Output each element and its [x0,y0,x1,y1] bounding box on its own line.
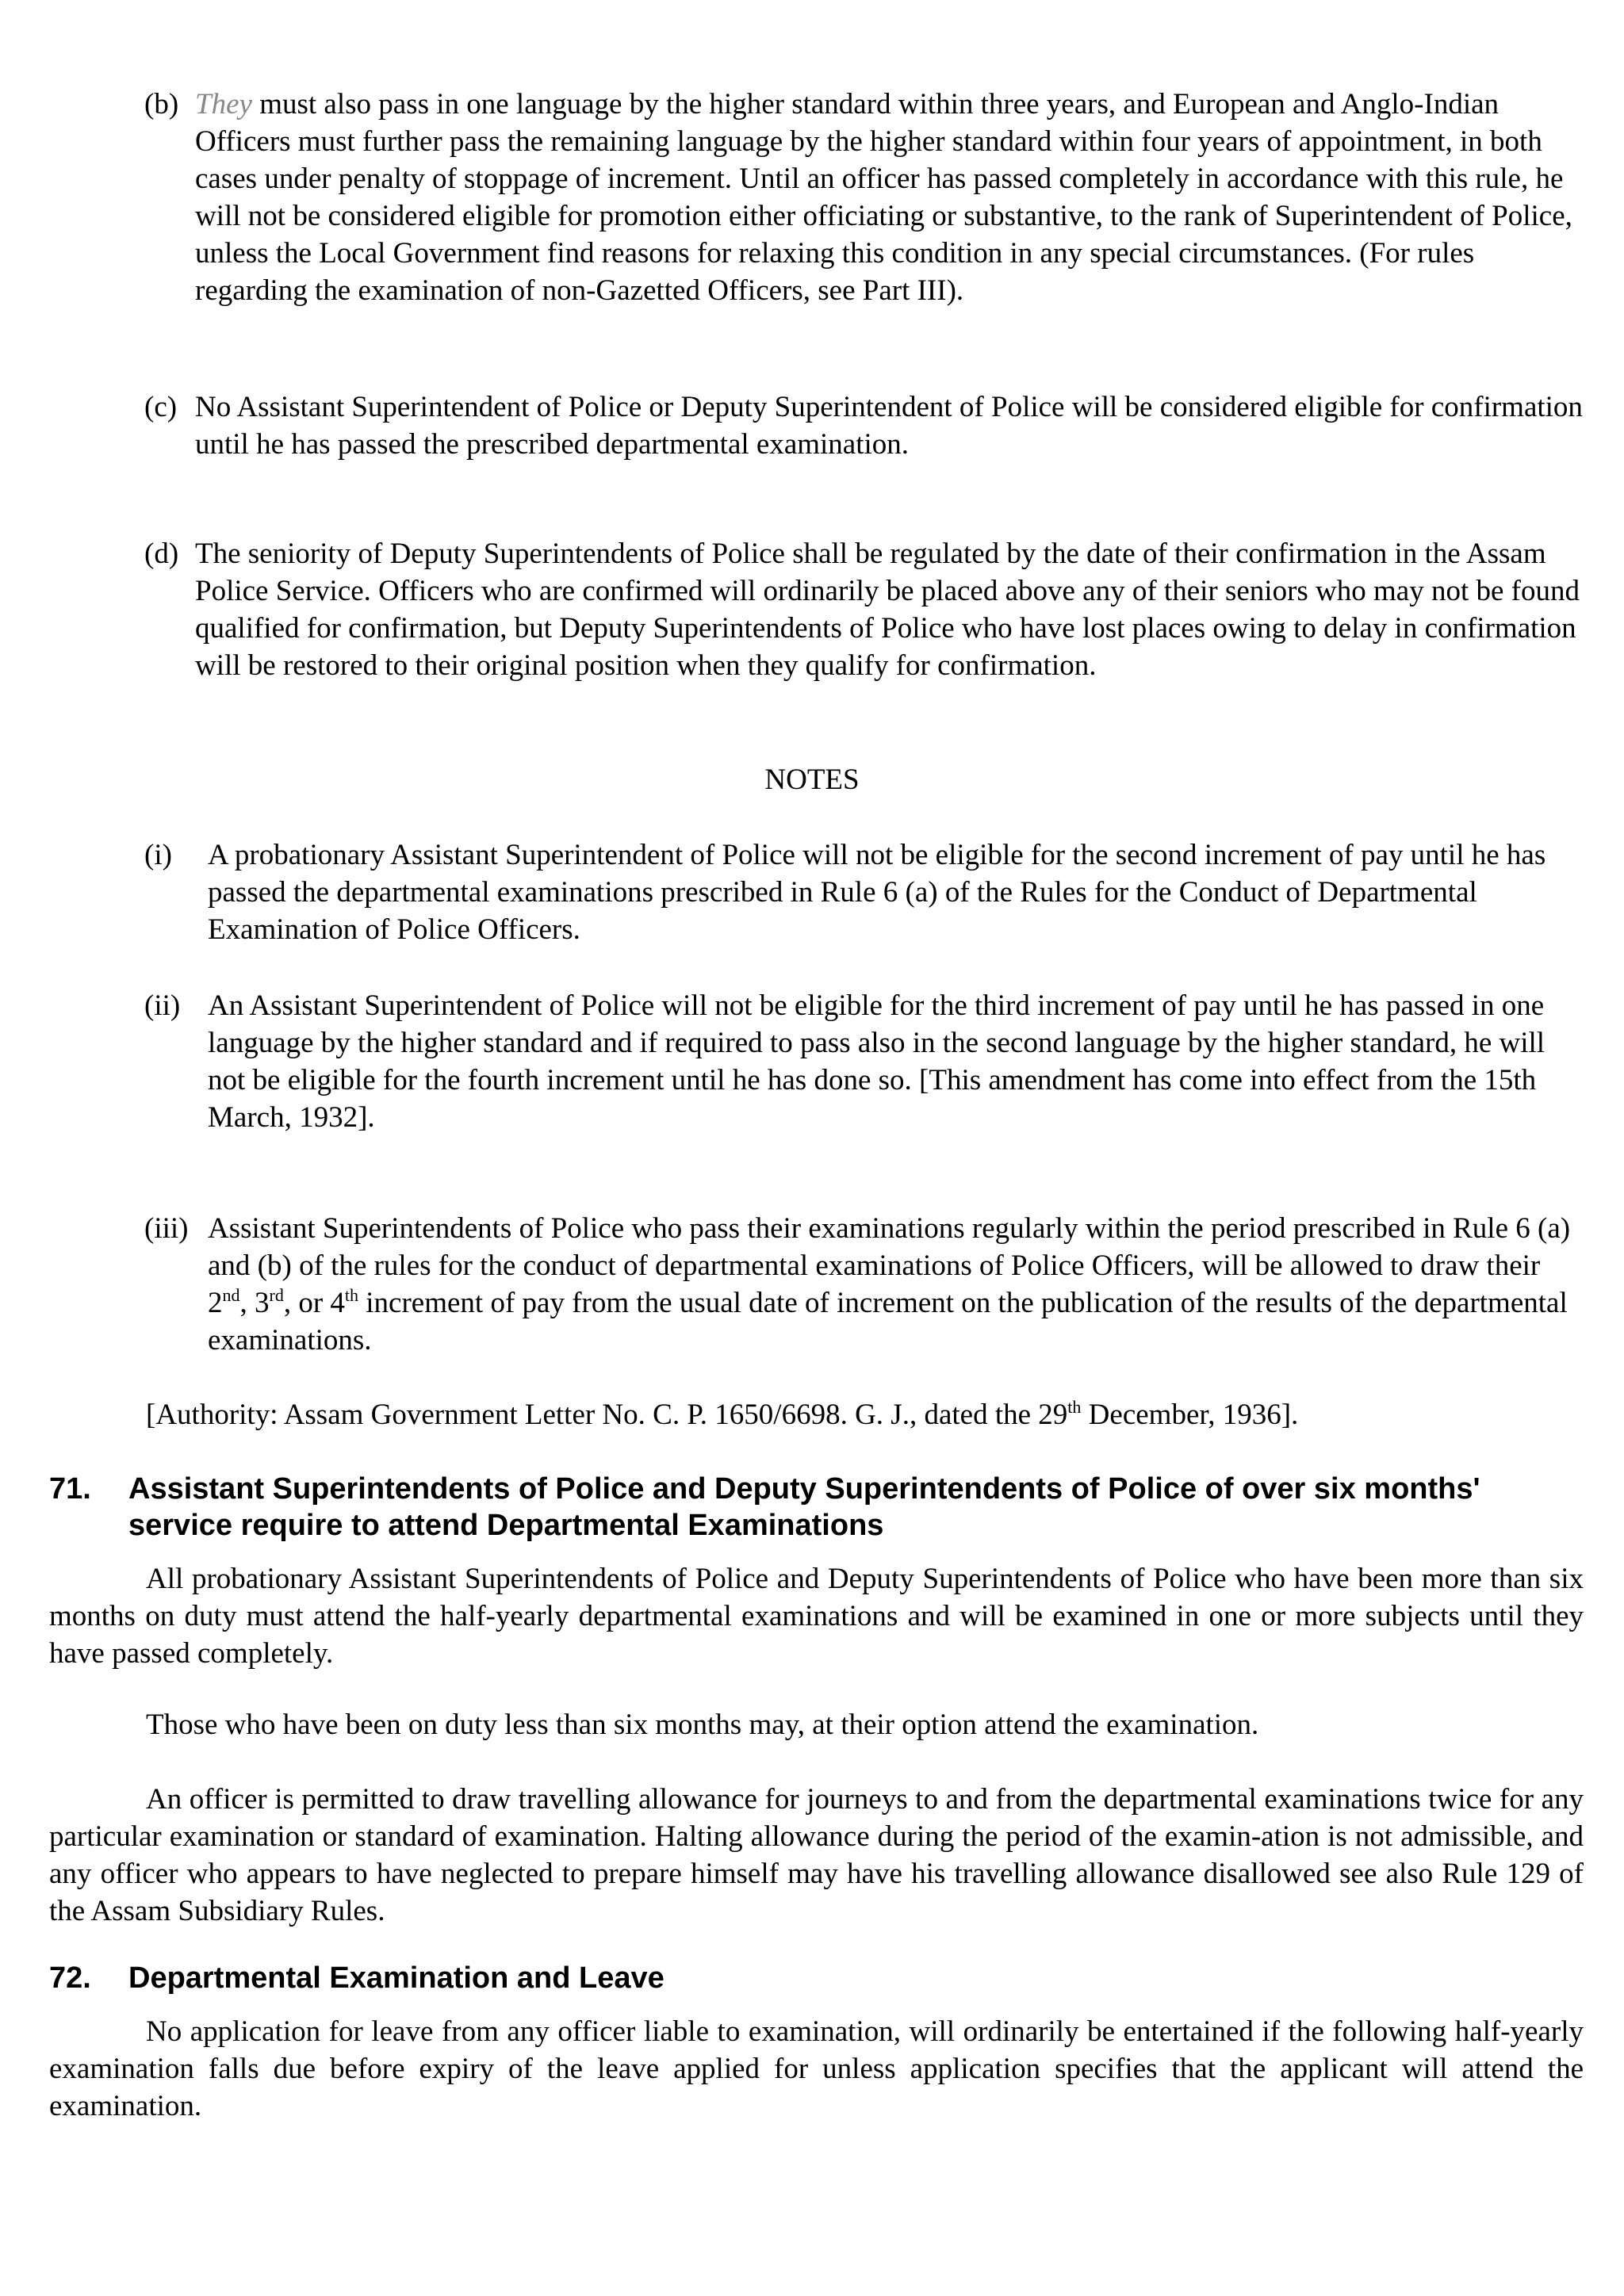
section-71-para-3: An officer is permitted to draw travelling allowance for journeys to and from the departmental examinations twice for any particular examination or standard of examination. Halting allowance during the period of the examin-ation is not admissible, and any officer who appears to have neglected to prepare himself may have his travelling allowance disallowed see also Rule 129 of the Assam Subsidiary Rules. [49,1783,1584,1927]
clause-d-text: The seniority of Deputy Superintendents of Police shall be regulated by the date of their confirmation in the Assam Police Service. Officers who are confirmed will ordinarily be placed above any of their seniors who may not be found qualified for confirmation, but Deputy Superintendents of Police who have lost places owing to delay in confirmation will be restored to their original position when they qualify for confirmation. [195,538,1580,682]
section-72-number: 72. [49,1961,91,1995]
section-72-para-1: No application for leave from any officer liable to examination, will ordinarily be entertained if the following half-yearly examination falls due before expiry of the leave applied for unless application specifies that the applicant will attend the examination. [49,2015,1584,2122]
note-i [144,836,1584,948]
section-71-number: 71. [49,1472,91,1506]
authority-text-b: December, 1936]. [1081,1399,1299,1431]
note-ii-text: An Assistant Superintendent of Police will not be eligible for the third increment of pay until he has passed in one language by the higher standard and if required to pass also in the second language by the higher standard, he will not be eligible for the fourth increment until he has done so. [This amendment has come into effect from the 15th March, 1932]. [208,989,1545,1134]
note-iii-text-c: , or 4 [283,1287,345,1319]
note-ii [144,987,1584,1136]
section-71-title: Assistant Superintendents of Police and Deputy Superintendents of Police of over six months' service require to attend Departmental Examinations [128,1472,1480,1542]
clause-c-text: No Assistant Superintendent of Police or Deputy Superintendent of Police will be considered eligible for confirmation until he has passed the prescribed departmental examination. [195,391,1583,461]
section-71-para-2: Those who have been on duty less than six months may, at their option attend the examination. [146,1709,1259,1741]
section-72-title: Departmental Examination and Leave [128,1961,665,1995]
note-iii-text [144,1210,1584,1359]
note-iii-text-a: Assistant Superintendents of Police who pass their examinations regularly within the period prescribed in Rule 6 (a) and (b) of the rules for the conduct of departmental examinations of Police Officers, will be allowed to draw their 2 [208,1212,1571,1319]
note-iii-sup-2: rd [269,1285,284,1305]
note-i-text: A probationary Assistant Superintendent of Police will not be eligible for the second increment of pay until he has passed the departmental examinations prescribed in Rule 6 (a) of the Rules for the Conduct of Departmental Examination of Police Officers. [208,839,1546,946]
clause-c [144,388,1584,463]
note-iii [144,1210,1584,1359]
note-iii-text-d: increment of pay from the usual date of increment on the publication of the results of the departmental examinations. [208,1287,1568,1357]
clause-b-body: must also pass in one language by the higher standard within three years, and European and Anglo-Indian Officers must further pass the remaining language by the higher standard within four years of appointment, in both cases under penalty of stoppage of increment. Until an officer has passed completely in accordance with this rule, he will not be considered eligible for promotion either officiating or substantive, to the rank of Superintendent of Police, unless the Local Government find reasons for relaxing this condition in any special circumstances. (For rules regarding the examination of non-Gazetted Officers, see Part III). [195,88,1572,307]
clause-d [144,535,1584,684]
note-iii-sup-3: th [344,1285,359,1305]
authority-text-a: [Authority: Assam Government Letter No. C. P. 1650/6698. G. J., dated the 29 [146,1399,1068,1431]
authority-citation [146,1396,1584,1433]
authority-sup: th [1067,1397,1082,1417]
note-ii-label: (ii) [144,989,181,1022]
clause-d-label: (d) [144,538,179,570]
notes-heading: NOTES [764,763,860,796]
clause-c-label: (c) [144,391,178,423]
section-71-para-1: All probationary Assistant Superintendents of Police and Deputy Superintendents of Police who have been more than six months on duty must attend the half-yearly departmental examinations and will be examined in one or more subjects until they have passed completely. [49,1563,1584,1670]
note-i-label: (i) [144,839,172,871]
clause-b-lead-word: They [195,88,252,121]
clause-b-label: (b) [144,88,179,121]
section-71-heading [49,1471,1584,1544]
note-iii-sup-1: nd [222,1285,240,1305]
note-iii-label: (iii) [144,1212,189,1245]
clause-b-text [144,86,1584,309]
note-iii-text-b: , 3 [239,1287,270,1319]
clause-b [144,86,1584,309]
section-72-heading [49,1960,1584,1996]
